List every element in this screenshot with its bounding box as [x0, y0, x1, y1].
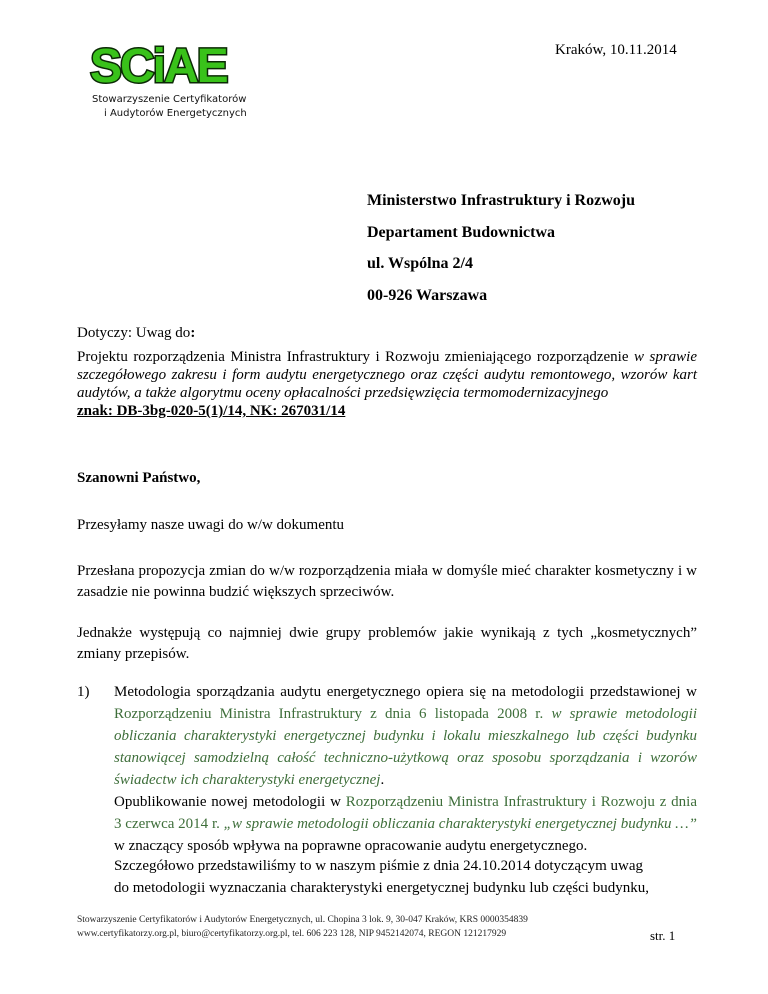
recipient-line-1: Ministerstwo Infrastruktury i Rozwoju	[367, 192, 635, 209]
regulation-title-2: „w sprawie metodologii obliczania charakterystyki energetycznej budynku …”	[223, 816, 697, 832]
regulation-reference-2: Rozporządzeniu Ministra Infrastruktury i Rozwoju z dnia 3 czerwca 2014 r.	[114, 794, 697, 832]
logo-text: SCiAE	[90, 40, 227, 88]
paragraph-3: Jednakże występują co najmniej dwie grupy problemów jakie wynikają z tych „kosmetycznych” zmiany przepisów.	[77, 625, 697, 662]
paragraph-1: Przesyłamy nasze uwagi do w/w dokumentu	[77, 517, 345, 533]
footer-line-1: Stowarzyszenie Certyfikatorów i Audytorów Energetycznych, ul. Chopina 3 lok. 9, 30-047 Kraków, KRS 0000354839	[77, 915, 528, 925]
subject-sign: znak: DB-3bg-020-5(1)/14, NK: 267031/14	[77, 403, 346, 419]
recipient-line-4: 00-926 Warszawa	[367, 287, 488, 304]
org-line-1: Stowarzyszenie Certyfikatorów	[92, 94, 247, 105]
paragraph-2: Przesłana propozycja zmian do w/w rozporządzenia miała w domyśle mieć charakter kosmetyczny i w zasadzie nie powinna budzić większych sprzeciwów.	[77, 563, 697, 600]
organization-name	[92, 93, 247, 121]
subject-block	[77, 348, 697, 420]
subject-italic: w sprawie szczegółowego zakresu i form audytu energetycznego oraz części audytu remontowego, wzorów kart audytów, a także algorytmu oceny opłacalności przedsięwzięcia termomodernizacyjnego	[77, 349, 697, 401]
subject-label: Dotyczy: Uwag do:	[77, 325, 196, 341]
regulation-title-1: w sprawie metodologii obliczania charakterystyki energetycznej budynku i lokalu mieszkalnego lub części budynku stanowiącej samodzielną całość techniczno-użytkową oraz sposobu sporządzania i wzorów świadectw ich charakterystyki energetycznej	[114, 706, 698, 788]
footer	[77, 913, 528, 941]
letter-date: Kraków, 10.11.2014	[555, 42, 677, 58]
list-item-number: 1)	[77, 684, 90, 700]
recipient-line-3: ul. Wspólna 2/4	[367, 255, 473, 272]
paragraph-4-line-1: Szczegółowo przedstawiliśmy to w naszym piśmie z dnia 24.10.2014 dotyczącym uwag	[114, 858, 644, 874]
page-number: str. 1	[650, 928, 676, 943]
sciae-logo	[88, 40, 273, 88]
list-item-body: Metodologia sporządzania audytu energetycznego opiera się na metodologii przedstawionej w Rozporządzeniu Ministra Infrastruktury z dnia 6 listopada 2008 r. w sprawie metodologii obliczania charakterystyki energetycznej budynku i lokalu mieszkalnego lub części budynku stanowiącej samodzielną całość techniczno-użytkową oraz sposobu sporządzania i wzorów świadectw ich charakterystyki energetycznej. Opublikowanie nowej metodologii w Rozporządzeniu Ministra Infrastruktury i Rozwoju z dnia 3 czerwca 2014 r. „w sprawie metodologii obliczania charakterystyki energetycznej budynku …” w znaczący sposób wpływa na poprawne opracowanie audytu energetycznego.	[114, 684, 698, 854]
paragraph-4-line-2: do metodologii wyznaczania charakterystyki energetycznej budynku lub części budynku,	[114, 880, 649, 896]
subject-text: Projektu rozporządzenia Ministra Infrastruktury i Rozwoju zmieniającego rozporządzenie	[77, 349, 629, 365]
org-line-2: i Audytorów Energetycznych	[104, 108, 247, 119]
recipient-line-2: Departament Budownictwa	[367, 224, 555, 241]
footer-line-2: www.certyfikatorzy.org.pl, biuro@certyfikatorzy.org.pl, tel. 606 223 128, NIP 9452142074, REGON 121217929	[77, 929, 507, 939]
greeting: Szanowni Państwo,	[77, 470, 201, 486]
regulation-reference-1: Rozporządzeniu Ministra Infrastruktury z dnia 6 listopada 2008 r.	[114, 706, 544, 722]
list-item-1	[77, 681, 697, 857]
paragraph-4	[114, 855, 697, 899]
